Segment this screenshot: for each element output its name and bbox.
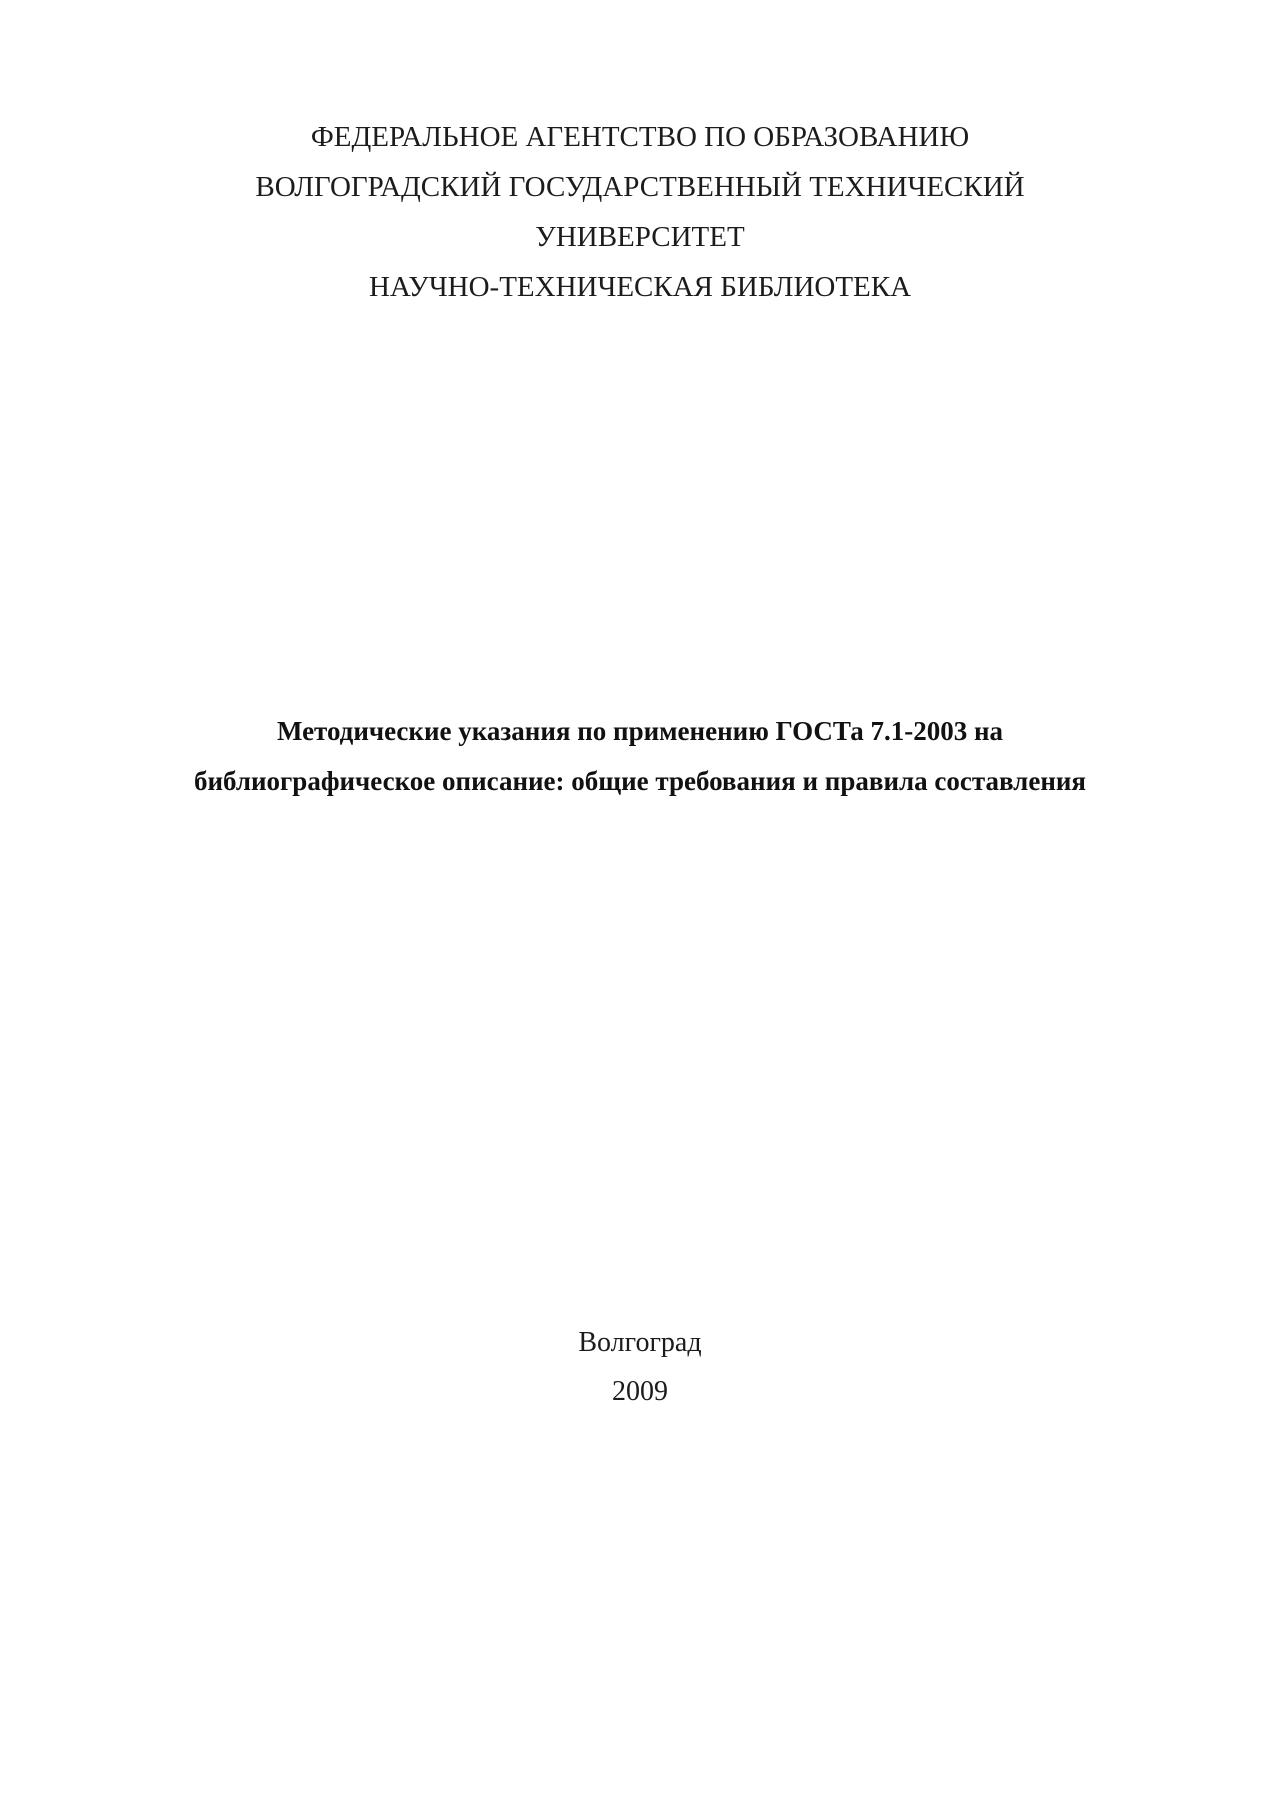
document-title — [0, 706, 1280, 806]
header-line-agency: ФЕДЕРАЛЬНОЕ АГЕНТСТВО ПО ОБРАЗОВАНИЮ — [310, 121, 970, 153]
publication-info — [0, 1318, 1280, 1416]
publication-year: 2009 — [612, 1376, 668, 1407]
title-line-2: библиографическое описание: общие требования и правила составления — [193, 766, 1087, 796]
publication-city: Волгоград — [578, 1327, 702, 1358]
title-line-1: Методические указания по применению ГОСТа 7.1-2003 на — [276, 716, 1004, 746]
header-line-library: НАУЧНО-ТЕХНИЧЕСКАЯ БИБЛИОТЕКА — [368, 271, 912, 303]
organization-header — [0, 112, 1280, 312]
header-line-university-cont: УНИВЕРСИТЕТ — [535, 221, 745, 253]
header-line-university: ВОЛГОГРАДСКИЙ ГОСУДАРСТВЕННЫЙ ТЕХНИЧЕСКИЙ — [255, 171, 1025, 203]
